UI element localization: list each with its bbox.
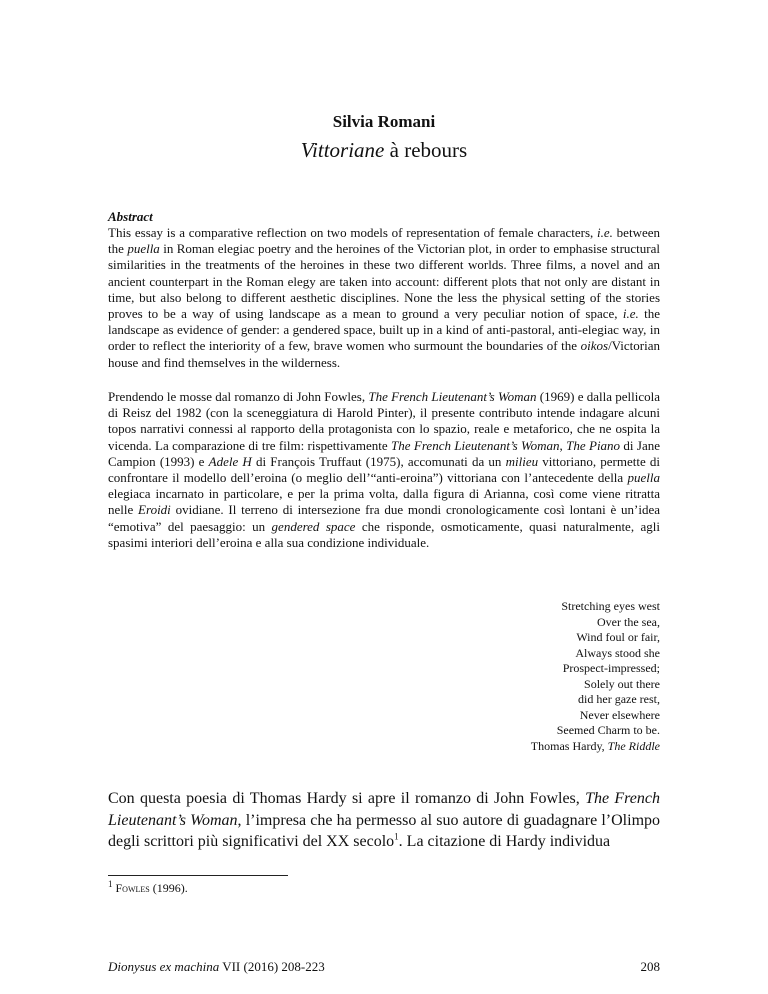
- title-italic: Vittoriane: [300, 138, 385, 162]
- epigraph-line: Prospect-impressed;: [562, 661, 660, 675]
- footnote-number: 1: [108, 879, 113, 889]
- abstract-heading: Abstract: [108, 209, 153, 224]
- epigraph-line: Solely out there: [584, 676, 660, 691]
- epigraph-line: Seemed Charm to be.: [556, 723, 660, 737]
- epigraph-line: did her gaze rest,: [578, 692, 660, 706]
- page-number: 208: [640, 959, 660, 974]
- journal-citation: Dionysus ex machina VII (2016) 208-223: [108, 959, 325, 974]
- epigraph: [531, 599, 660, 754]
- epigraph-line: Stretching eyes west: [561, 599, 660, 613]
- author-name: Silvia Romani: [332, 112, 436, 131]
- footnote: $^1$ Fowles (1996).: [108, 879, 188, 895]
- footnote-divider: [108, 875, 288, 876]
- footnote-ref[interactable]: 1: [394, 831, 399, 842]
- epigraph-line: Never elsewhere: [579, 707, 660, 722]
- epigraph-line: Wind foul or fair,: [576, 630, 660, 644]
- title-rest: à rebours: [384, 138, 468, 162]
- abstract-body: This essay is a comparative reflection on two models of representation of female characters, i.e. between the puella in Roman elegiac poetry and the heroines of the Victorian plot, in order to emphasise structural similarities in the treatments of the heroines in these two different worlds. Three films, a novel and an ancient counterpart in the Roman elegy are taken into account: different plots that not only are distant in time, but also belong to different aesthetic disciplines. None the less the physical setting of the stories proves to be a way of using landscape as a mean to ground a very peculiar notion of space, i.e. the landscape as evidence of gender: a gendered space, built up in a kind of anti-pastoral, anti-elegiac way, in order to reflect the interiority of a few, brave women who surmount the boundaries of the oikos/Victorian house and find themselves in the wilderness.: [108, 225, 661, 370]
- article-title: [0, 138, 768, 163]
- body-paragraph: Con questa poesia di Thomas Hardy si apre il romanzo di John Fowles, The French Lieutenant’s Woman, l’impresa che ha permesso al suo autore di guadagnare l’Olimpo degli scrittori più significativi del XX secolo$^1$. La citazione di Hardy individua: [108, 790, 661, 850]
- epigraph-attribution: Thomas Hardy, The Riddle: [530, 738, 660, 753]
- epigraph-line: Over the sea,: [597, 614, 660, 629]
- italian-summary: Prendendo le mosse dal romanzo di John Fowles, The French Lieutenant’s Woman (1969) e dalla pellicola di Reisz del 1982 (con la sceneggiatura di Harold Pinter), il presente contributo intende indagare alcuni topos narrativi connessi al rapporto della protagonista con lo spazio, reale e metaforico, che ne ospita la vicenda. La comparazione di tre film: rispettivamente The French Lieutenant’s Woman, The Piano di Jane Campion (1993) e Adele H di François Truffaut (1975), accomunati da un milieu vittoriano, permette di confrontare il modello dell’eroina (o meglio dell’“anti-eroina”) vittoriana con l’antecedente della puella elegiaca incarnato in particolare, e per la prima volta, dalla figura di Arianna, così come viene ritratta nelle Eroidi ovidiane. Il terreno di intersezione fra due mondi cronologicamente così lontani è un’idea “emotiva” del paesaggio: un gendered space che risponde, osmoticamente, quasi naturalmente, agli spasimi interiori dell’eroina e alla sua condizione individuale.: [108, 389, 661, 550]
- epigraph-line: Always stood she: [575, 645, 660, 660]
